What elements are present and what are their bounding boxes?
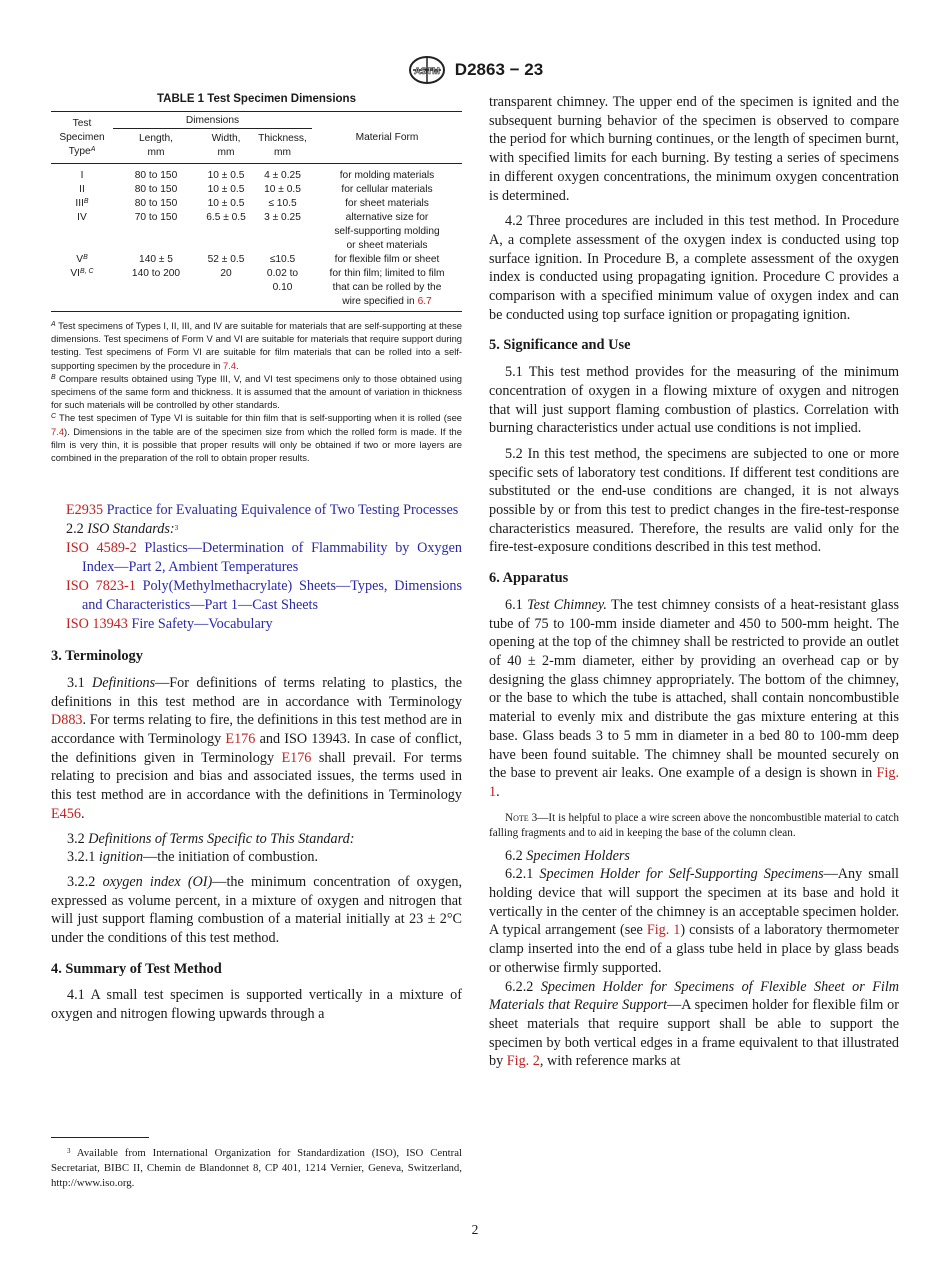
page-number: 2 — [471, 1222, 479, 1237]
dimensions-table — [51, 111, 462, 312]
referenced-documents — [51, 501, 462, 634]
designation: D2863 − 23 — [454, 60, 544, 79]
table-row: $VI^{B, C}$ 140 to 200 20 0.02 to 0.10 for thin film; limited to film that can be rolled by the wire specified in 6.7 — [51, 267, 462, 312]
link-7-4[interactable]: 7.4 — [222, 359, 237, 371]
para-4-1-cont: transparent chimney. The upper end of the specimen is ignited and the subsequent burning behavior of the specimen is observed to compare the period for which burning continues, or the length of specimen burnt, with specified limits for each burning. By testing a series of specimens in different oxygen concentrations, the minimum oxygen concentration is determined. — [489, 94, 899, 204]
ref-e2935[interactable]: E2935 Practice for Evaluating Equivalence of Two Testing Processes — [66, 502, 459, 519]
para-6-2-1: 6.2.1 Specimen Holder for Self-Supporting Specimens—Any small holding device that will support the specimen at its base and hold it vertically in the center of the chimney is an acceptable specimen holder. A typical arrangement (see Fig. 1) consists of a laboratory thermometer clamp inserted into the end of a glass tube held in place by glass beads or otherwise firmly supported. — [489, 866, 900, 976]
table-row: IV 70 to 150 6.5 ± 0.5 3 ± 0.25 alternative size for self-supporting molding or sheet materials — [77, 212, 440, 251]
para-6-2: 6.2 Specimen Holders — [505, 847, 630, 864]
link-e176[interactable]: E176 — [225, 731, 256, 748]
table-row: II 80 to 150 10 ± 0.5 10 ± 0.5 for cellular materials — [79, 184, 433, 195]
footnote-divider — [51, 1137, 149, 1138]
link-7-4[interactable]: 7.4 — [51, 425, 65, 437]
para-5-2: 5.2 In this test method, the specimens are subjected to one or more specific sets of laboratory test conditions. If different test conditions are substituted or the end-use conditions are changed, it is not always possible by or from this test to predict changes in the fire-test-response characteristics measured. Therefore, the results are valid only for the fire-test-exposure conditions described in this test method. — [489, 445, 899, 556]
section-4-continued — [489, 93, 899, 324]
para-3-2: 3.2 Definitions of Terms Specific to This Standard: — [67, 830, 355, 847]
section-5 — [489, 336, 899, 557]
link-d883[interactable]: D883 — [51, 712, 83, 729]
link-fig-1[interactable]: Fig. 1 — [489, 765, 899, 800]
link-fig-1[interactable]: Fig. 1 — [646, 922, 681, 939]
table-title: TABLE 1 Test Specimen Dimensions — [157, 93, 356, 105]
section-4-heading: 4. Summary of Test Method — [51, 960, 222, 977]
para-5-1: 5.1 This test method provides for the measuring of the minimum concentration of oxygen in a flowing mixture of oxygen and nitrogen that will just support flaming combustion of plastics. Correlation with burning characteristics under actual use conditions is not implied. — [489, 364, 899, 437]
link-e176[interactable]: E176 — [281, 749, 312, 766]
link-6-7[interactable]: 6.7 — [417, 296, 432, 307]
ref-iso-7823-1[interactable]: ISO 7823-1 Poly(Methylmethacrylate) Sheets—Types, Dimensions and Characteristics—Part 1—Cast Sheets — [66, 578, 463, 614]
page-header — [0, 55, 950, 85]
section-5-heading: 5. Significance and Use — [489, 337, 631, 354]
footnote-c: $^C$ The test specimen of Type VI is suitable for thin film that is self-supporting when it is rolled (see 7.4). Dimensions in the table are of the specimen size from which the rolled form is made. If the film is very thin, it is possible that proper results will only be obtained if two or more layers are combined in the preparation of the roll to obtain proper results. — [51, 412, 462, 464]
table-row: $V^B$ 140 ± 5 52 ± 0.5 ≤10.5 for flexible film or sheet — [76, 254, 440, 265]
footnote-3: $^3$ Available from International Organization for Standardization (ISO), ISO Central Secretariat, BIBC II, Chemin de Blandonnet 8, CP 401, 1214 Vernier, Geneva, Switzerland, http://www.iso.org. — [51, 1147, 462, 1189]
para-4-1: 4.1 A small test specimen is supported vertically in a mixture of oxygen and nitrogen flowing upwards through a — [51, 987, 462, 1023]
ref-iso-13943[interactable]: ISO 13943 Fire Safety—Vocabulary — [66, 616, 273, 633]
col-thickness-header: Thickness, mm — [258, 133, 307, 158]
section-3-heading: 3. Terminology — [51, 648, 143, 665]
col-length-header: Length, mm — [139, 133, 173, 158]
table-row: I 80 to 150 10 ± 0.5 4 ± 0.25 for molding materials — [80, 170, 435, 181]
para-4-2: 4.2 Three procedures are included in this test method. In Procedure A, a complete assessment of the oxygen index is conducted using top surface ignition. In Procedure B, a complete assessment of the oxygen index is conducted using propagating ignition. Procedure C provides a comparison with a specified minimum value of oxygen index and can be conducted using top surface ignition or propagating ignition. — [489, 213, 899, 323]
link-e456[interactable]: E456 — [51, 805, 81, 822]
note-3: Note 3—It is helpful to place a wire screen above the noncombustible material to catch falling fragments and to aid in keeping the base of the column clean. — [489, 811, 899, 839]
table-footnotes — [51, 319, 462, 464]
col-width-header: Width, mm — [211, 133, 241, 158]
col-dimensions-header: Dimensions — [113, 112, 312, 129]
section-6-heading: 6. Apparatus — [489, 570, 569, 587]
footnote-a: $^A$ Test specimens of Types I, II, III, and IV are suitable for materials that are self-supporting at these dimensions. Test specimens of Form V and VI are suitable for materials that require support during testing. Test specimens of Form VI are suitable for film materials that can be rolled into a self-supporting specimen by the procedure in 7.4. — [51, 320, 462, 371]
section-6 — [489, 569, 899, 1071]
section-3 — [51, 647, 462, 948]
para-3-2-1: 3.2.1 ignition—the initiation of combustion. — [67, 849, 319, 866]
astm-logo-icon — [407, 55, 447, 85]
para-6-2-2: 6.2.2 Specimen Holder for Specimens of Flexible Sheet or Film Materials that Require Support—A specimen holder for flexible film or sheet materials that require support shall be able to support the specimen by both vertical edges in a frame equivalent to that illustrated by Fig. 2, with reference marks at — [489, 978, 900, 1070]
link-fig-2[interactable]: Fig. 2 — [506, 1053, 540, 1070]
svg-text:ASTM: ASTM — [414, 66, 440, 76]
col-form-header: Material Form — [355, 131, 419, 143]
para-3-1: 3.1 Definitions—For definitions of terms relating to plastics, the definitions in this test method are in accordance with Terminology D883. For terms relating to fire, the definitions in this test method are in accordance with Terminology E176 and ISO 13943. In case of conflict, the definitions given in Terminology E176 shall prevail. For terms relating to precision and bias and associated issues, the terms used in this test method are in accordance with the definitions in Terminology E456. — [51, 674, 462, 822]
footnote-b: $^B$ Compare results obtained using Type III, V, and VI test specimens only to those obtained using specimens of the same form and thickness. It is assumed that the amount of variation in thickness for such materials will be controlled by other standards. — [51, 372, 462, 411]
para-3-2-2: 3.2.2 oxygen index (OI)—the minimum concentration of oxygen, expressed as volume percent, in a mixture of oxygen and nitrogen that will just support flaming combustion of a material initially at 23 ± 2°C under the conditions of this test method. — [51, 873, 462, 947]
para-6-1: 6.1 Test Chimney. The test chimney consists of a heat-resistant glass tube of 75 to 100-mm inside diameter and 450 to 500-mm height. The opening at the top of the chimney shall be restricted to provide an outlet of 40 ± 2-mm diameter, either by providing an overhead cap or by designing the glass chimney appropriately. The bottom of the chimney, or the base to which the tube is attached, shall contain noncombustible material to evenly mix and distribute the gas mixture entering at this base. Glass beads 3 to 5 mm in diameter in a bed 80 to 100-mm deep have been found suitable. The chimney shall be mounted securely on the base to prevent air leaks. One example of a design is shown in Fig. 1. — [489, 596, 900, 800]
table-row: $III^B$ 80 to 150 10 ± 0.5 ≤ 10.5 for sheet materials — [75, 198, 429, 209]
section-4 — [51, 960, 462, 1024]
iso-standards-heading: 2.2 ISO Standards:$^3$ — [66, 521, 179, 538]
ref-iso-4589-2[interactable]: ISO 4589-2 Plastics—Determination of Flammability by Oxygen Index—Part 2, Ambient Temperatures — [66, 540, 462, 576]
col-type-header: Test Specimen Type$^A$ — [59, 117, 105, 157]
